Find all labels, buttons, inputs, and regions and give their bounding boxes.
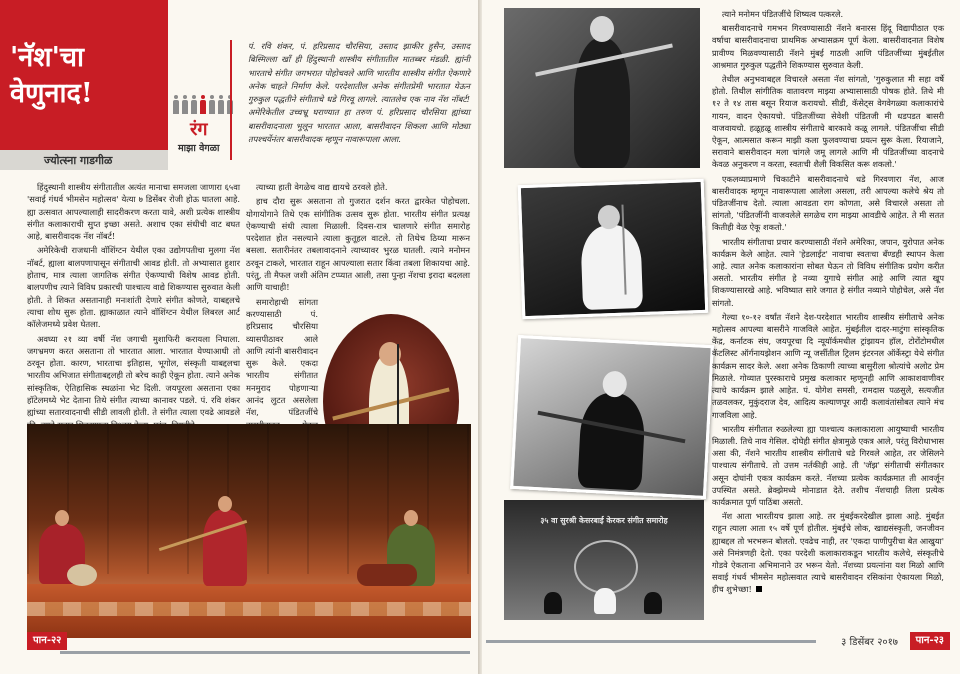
left-footer (0, 641, 478, 674)
paragraph: हिंदुस्थानी शास्त्रीय संगीतातील अत्यंत मानाचा समजला जाणारा ६५वा 'सवाई गंधर्व भीमसेन महोत्सव' येत्या ७ डिसेंबर रोजी होऊ घातला आहे. ह्या उत्सवात आपल्यालाही सादरीकरण करता यावे, अशी प्रत्येक शास्त्रीय संगीत कलाकाराची सुप्त इच्छा असते. अशाच एका संधीची वाट बघत आहे, बासरीवादक नॅश नॉबर्ट! (27, 182, 240, 242)
paragraph (712, 510, 944, 595)
paragraph-text: नॅश आता भारतीयच झाला आहे. तर मुंबईकरदेखील झाला आहे. मुंबईत राहून त्याला आता १५ वर्षे पूर्ण होतील. मुंबईचे लोक, खाद्यसंस्कृती, जनजीवन ह्याबद्दल तो भरभरून बोलतो. एवढेच नाही, तर 'एकदा पाणीपुरीचा बेत आखुया' असे निमंत्रणही देतो. एका परदेशी कलाकाराकडून भारतीय कलेचे, संस्कृतीचे गोडवे ऐकताना अभिमानाने उर भरून येतो. नॅशच्या प्रयत्नांना यश मिळो आणि सवाई गंधर्व भीमसेन महोत्सवात त्याचे बासरीवादन रसिकांना ऐकायला मिळो, हीच शुभेच्छा! (712, 511, 944, 595)
article-title-line2: वेणुनाद! (10, 78, 93, 109)
issue-date: ३ डिसेंबर २०१७ (841, 637, 898, 648)
paragraph: त्याने मनोमन पंडितजींचे शिष्यत्व पत्करले. (722, 9, 844, 19)
title-block (0, 0, 168, 150)
body-column-1 (27, 181, 240, 431)
paragraph: गेल्या १०-१२ वर्षांत नॅशने देश-परदेशात भारतीय शास्त्रीय संगीताचे अनेक महोत्सव आपल्या बासरीने गाजविले आहेत. मुंबईतील दादर-माटुंगा सांस्कृतिक केंद्र, कर्नाटक संघ, जयपूरचा दि न्यूयॉर्कमधील ट्रांझायन हॉल, टोरोंटोमधील कॅटलिस्ट ऑर्गनायझेशन आणि न्यू जर्सीतील ट्रिलम इंटरनल ऑर्केस्ट्रा येथे संगीत कार्यक्रम सादर केले. अशा अनेक ठिकाणी त्याच्या बासुरीला श्रोत्यांचे अलोट प्रेम मिळाले. गोव्यात पुरस्काराचे प्रमुख कलाकार म्हणूनही आणि आकाशवाणीवर त्याचे कार्यक्रम झाले आहेत. पं. योगेश समसी, रामदास पळसुले, सत्यजीत तळवलकर, मुकुंदराज देव, आदित्य कल्याणपूर आदी कलावंतांसोबत त्याने मंच गाजविला आहे. (712, 311, 944, 420)
paragraph: त्याच्या हाती वेगळेच वाद्य द्यायचे ठरवले होते. (256, 182, 388, 192)
pakhawaj (357, 564, 417, 586)
byline: ज्योत्स्ना गाडगीळ (44, 154, 113, 167)
paragraph: भारतीय संगीताचा प्रचार करण्यासाठी नॅशने अमेरिका, जपान, युरोपात अनेक कार्यक्रम केले आहेत. त्याने 'हेडलाईट' नावाचा स्वतःचा बँण्डही स्थापन केला आहे. त्यात अनेक कलाकारांना सोबत घेऊन तो विविध संगीतिक प्रयोग करीत असतो. भारतीय संगीत हे नव्या युगाचे संगीत आहे आणि त्यात खूप शिकण्यासारखे आहे. भविष्यात सारे जगात हे संगीत नव्याने पोहोचेल, असे नॅश सांगतो. (712, 236, 944, 308)
article-title-line1: 'नॅश'चा (10, 42, 85, 73)
stage-emblem (574, 540, 638, 594)
left-page (0, 0, 478, 674)
paragraph: हाच दौरा सुरू असताना तो गुजरात दर्शन करत द्वारकेत पोहोचला. योगायोगाने तिथे एक सांगीतिक उत्सव सुरू होता. भारतीय संगीत प्रत्यक्ष ऐकण्याची संधी त्याला मिळाली. दिवस-रात्र चालणारे संगीत समारोह परदेशात होत नसल्याने त्याला कुतूहल वाटले. तो तिथेच ठिय्या मारून बसला. सतारीनंतर तबलावादनाने त्याच्यावर भुरळ घातली. त्याने मनोमन ठरवून टाकले, भारतात राहून आपल्याला सतार किंवा तबला शिकायचा आहे. परंतु, ती मैफल जशी अंतिम टप्प्यात आली, तसा पुन्हा नॅशचा इरादा बदलला आणि याचाही! (246, 196, 470, 293)
tabla (67, 564, 97, 586)
section-logo-main: रंग (190, 119, 208, 140)
photo-flutist-seated-dark (518, 179, 709, 319)
paragraph: समारोहाची सांगता करण्यासाठी पं. हरिप्रसाद चौरसिया व्यासपीठावर आले आणि त्यांनी बासरीवादन सुरू केले. एकदा भारतीय संगीतात मनमुराद पोहणाऱ्या आनंद लुटत असलेला नॅश, पंडितजींचे (246, 296, 318, 418)
left-page-number: पान-२२ (27, 632, 67, 650)
paragraph: अमेरिकेची राजधानी वॉशिंग्टन येथील एका उद्योगपतीचा मुलगा नॅश नॉबर्ट, ह्याला बालपणापासून संगीताची आवड होती. तो अभ्यासात हुशार होताच, मात्र त्याला जागतिक संगीत ऐकण्याची विशेष आवड होती. बालपणीच त्याने विविध प्रकारची पाश्चात्य वाद्ये शिकण्यास सुरुवात केली होती. ते शिकत असतानाही मनःशांती देणारे संगीत कोणते, याबद्दलचे त्याचा शोध सुरू होता. ह्याकाळात त्याने वॉशिंग्टन येथील लिबरल आर्ट कॉलेजमध्ये प्रवेश घेतला. (27, 245, 240, 330)
article-title (10, 40, 160, 112)
article-intro: पं. रवि शंकर, पं. हरिप्रसाद चौरसिया, उस्ताद झाकीर हुसैन, उस्ताद बिस्मिल्ला खाँ ही हिंदुस्थानी शास्त्रीय संगीतातील मातब्बर मंडळी. ह्यांनी भारताचे संगीत जगभरात पोहोचवले आणि भारतीय शास्त्रीय संगीत ऐकणारे अनेक चाहते निर्माण केले. परदेशातील अनेक संगीतप्रेमी भारतात येऊन गुरुकुल पद्धतीने संगीताचे धडे गिरवू लागले. त्यातलेच एक नाव नॅश नॉबर्ट! अमेरिकेतील उच्चभ्रू घराण्यात हा तरुण पं. हरिप्रसाद चौरसिया ह्यांच्या बासरीवादनाला भुलून भारतात आला, बासरीवादन शिकला आणि मोठ्या तपश्चर्येनंतर बासरीवादक म्हणून नावारूपाला आला. (248, 41, 470, 145)
photo-flutist-standing (504, 8, 700, 168)
microphone-stand (397, 344, 399, 434)
right-page (482, 0, 960, 674)
paragraph: एकलव्याप्रमाणे चिकाटीने बासरीवादनाचे धडे गिरवणारा नॅश, आज बासरीवादक म्हणून नावारूपाला आलेला असला, तरी आपल्या कलेचे श्रेय तो पंडितजींनाच देतो. त्याला आवडता राग कोणता, असे विचारले असता तो सांगतो, 'पंडितजींनी वाजवलेले सगळेच राग माझ्या आवडीचे आहेत. ते मी सतत कितीही वेळ ऐकू शकतो.' (712, 173, 944, 233)
section-logo-sub: माझा वेगळा (178, 143, 220, 154)
photo-flutist-seated-light (510, 335, 714, 499)
paragraph: भारतीय संगीतात रुळलेल्या ह्या पाश्चात्य कलाकाराला आयुष्याची भारतीय मिळाली. तिचे नाव गेसिल. दोघेही संगीत क्षेत्रामुळे एकत्र आले, परंतु विरोधाभास असा की, नॅशने भारतीय शास्त्रीय संगीताचे धडे गिरवले आहेत, तर जेसिलने पाश्चात्य संगीताचे. तो उत्तम नर्तकीही आहे. ती 'जॅझ' संगीताची संगीतकार असून दोघांनी एकत्र कार्यक्रम करते. नॅशच्या प्रत्येक कार्यक्रमात ती आवर्जून उपस्थित असते. ब्रेक्झेमध्ये मोनाडात देते. तशीच नॅशचाही तिला प्रत्येक कार्यक्रमात पूर्ण पाठिंबा असतो. (712, 423, 944, 507)
end-of-article-icon (756, 586, 762, 592)
stage-concert-photo (27, 424, 471, 638)
paragraph: तेथील अनुभवाबद्दल विचारले असता नॅश सांगतो, 'गुरुकुलात मी सहा वर्षे होतो. तिथील सांगीतिक वातावरण माझ्या अभ्यासासाठी पोषक होते. तिथे मी १२ ते १४ तास बसून रियाज करायचो. सीडी, कॅसेट्स वेगवेगळ्या कलाकारांचे गायन, वादन ऐकायचो. पंडितजींच्या सेवेशी पंडितजी मी धडपडत बासरी वाजवायचो. हळूहळू शास्त्रीय संगीताचे बारकावे कळू लागले. पंडितजींचा सीडी ऐकून, आत्मसात करून माझी कला फुलवण्याचा प्रयत्न सुरू केला. रियाजाने, सरावाने बासरीवादन मला चांगले जमू लागले आणि मी पंडितजींच्या वादनाचे केवळ अनुकरण न करता, स्वतःची शैली विकसित करू शकलो.' (712, 74, 944, 170)
right-page-number: पान-२३ (910, 632, 950, 650)
photo-festival-stage (504, 500, 704, 620)
paragraph: अवघ्या २१ व्या वर्षी नॅश जगाची मुशाफिरी करायला निघाला. जगभ्रमण करत असताना तो भारतात आला. भारतात येण्याआधी तो ठरवून होता. कारण, भारताचा इतिहास, भूगोल, संस्कृती याबद्दलचा भारतीय अभिजात संगीताबद्दलही तो बरेच काही ऐकून होता. त्याने अनेक सांस्कृतिक, ऐतिहासिक स्थळांना भेट दिली. जयपूरला असताना एका हॉटेलमध्ये भेट देताना तिथे संगीत त्याच्या कानावर पडले. पं. रवि शंकर ह्यांच्या सतारवादनाची सीडी लावली होती. ते संगीत त्याला एवढे आवडले (27, 333, 240, 418)
body-column-3 (712, 8, 944, 596)
right-footer-rule (486, 640, 816, 643)
paragraph: बासरीवादनाचे गमभन गिरवण्यासाठी नॅशने बनारस हिंदू विद्यापीठात एक वर्षाचा बासरीवादनाचा प्राथमिक अभ्यासक्रम पूर्ण केला. बासरीवादनात विशेष प्रावीण्य मिळवण्यासाठी नॅशने मुंबई गाठली आणि पंडितजींच्या मुंबईतील आश्रमात गुरुकुल पद्धतीने शिकण्यास सुरुवात केली. (712, 23, 944, 70)
intro-rule (230, 40, 232, 160)
festival-banner: ३५ वा सुरश्री केसरबाई केरकर संगीत समारोह (540, 516, 668, 525)
